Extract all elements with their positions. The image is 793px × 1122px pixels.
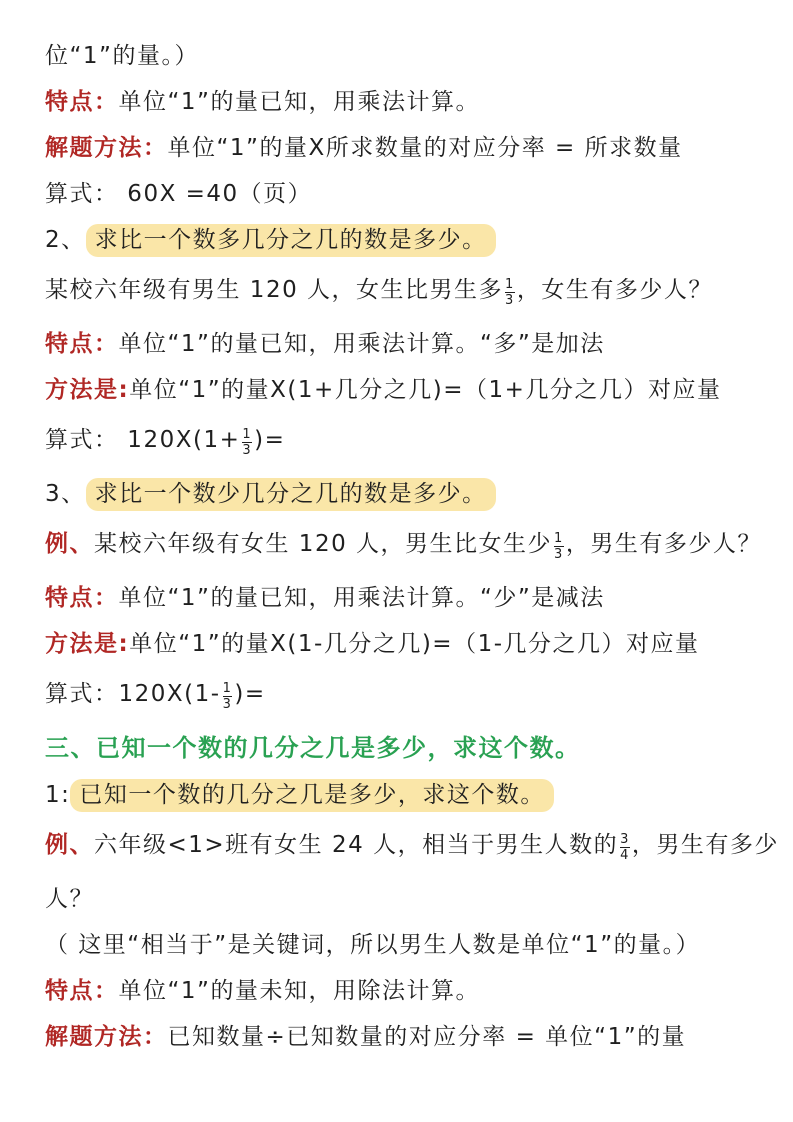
text-run: 单位“1”的量X(1+几分之几)=（1+几分之几）对应量	[129, 377, 722, 403]
fraction-numerator: 1	[222, 680, 233, 696]
fraction	[242, 428, 252, 457]
text-line	[45, 478, 753, 510]
text-line	[45, 374, 753, 406]
fraction	[505, 278, 515, 307]
text-run: 单位“1”的量X(1-几分之几)=（1-几分之几）对应量	[129, 631, 700, 657]
text-run: 已知数量÷已知数量的对应分率 = 单位“1”的量	[167, 1024, 687, 1050]
text-line	[45, 825, 779, 865]
red-label: 特点：	[45, 978, 119, 1004]
text-line	[45, 328, 753, 360]
text-run: ，女生有多少人？	[516, 277, 713, 303]
fraction-denominator: 3	[222, 696, 233, 712]
red-label: 解题方法：	[45, 1024, 168, 1050]
text-run: （ 这里“相当于”是关键词，所以男生人数是单位“1”的量。）	[45, 932, 701, 958]
text-run: )=	[254, 427, 286, 453]
fraction-numerator: 1	[242, 426, 253, 442]
text-run: 单位“1”的量已知，用乘法计算。“少”是减法	[118, 585, 605, 611]
red-label: 例、	[45, 832, 94, 858]
highlighted-text: 已知一个数的几分之几是多少，求这个数。	[70, 779, 554, 812]
red-label: 特点：	[45, 89, 119, 115]
text-run: 某校六年级有女生 120 人，男生比女生少	[94, 531, 553, 557]
text-line	[45, 674, 753, 714]
text-line	[45, 582, 753, 614]
text-line	[45, 1021, 753, 1053]
text-run: 单位“1”的量未知，用除法计算。	[118, 978, 480, 1004]
fraction-numerator: 1	[554, 530, 564, 546]
red-label: 解题方法：	[45, 135, 168, 161]
red-label: 方法是:	[45, 631, 130, 657]
text-line	[45, 929, 753, 961]
red-label: 方法是:	[45, 377, 130, 403]
highlighted-text: 求比一个数多几分之几的数是多少。	[86, 224, 496, 257]
fraction-denominator: 3	[554, 546, 564, 562]
text-run: )=	[234, 681, 266, 707]
text-line	[45, 420, 753, 460]
highlighted-text: 求比一个数少几分之几的数是多少。	[86, 478, 496, 511]
fraction-denominator: 3	[505, 292, 515, 308]
text-line	[45, 224, 753, 256]
text-line	[45, 524, 762, 564]
text-line	[45, 975, 753, 1007]
text-line	[45, 178, 753, 210]
text-run: 某校六年级有男生 120 人，女生比男生多	[45, 277, 504, 303]
red-label: 特点：	[45, 585, 119, 611]
text-run: 单位“1”的量已知，用乘法计算。	[118, 89, 480, 115]
fraction	[620, 833, 630, 862]
document-body	[45, 40, 779, 1053]
text-run: 算式：120X(1-	[45, 681, 221, 707]
text-line	[45, 86, 753, 118]
text-run: 六年级<1>班有女生 24 人，相当于男生人数的	[94, 832, 619, 858]
text-run: 位“1”的量。）	[45, 43, 199, 69]
text-run: 2、	[45, 227, 86, 253]
text-run: 算式： 60X =40（页）	[45, 181, 313, 207]
text-run: ，男生有多少	[631, 832, 779, 858]
text-run: 单位“1”的量X所求数量的对应分率 = 所求数量	[167, 135, 683, 161]
green-heading: 三、已知一个数的几分之几是多少，求这个数。	[45, 734, 581, 762]
text-line	[45, 883, 753, 915]
fraction-numerator: 3	[620, 831, 630, 847]
fraction	[554, 532, 564, 561]
text-run: ，男生有多少人？	[565, 531, 762, 557]
text-run: 算式： 120X(1+	[45, 427, 241, 453]
fraction-numerator: 1	[505, 276, 515, 292]
text-run: 3、	[45, 481, 86, 507]
fraction	[223, 682, 233, 711]
text-line	[45, 270, 753, 310]
text-line	[45, 779, 753, 811]
fraction-denominator: 3	[242, 442, 253, 458]
text-run: 单位“1”的量已知，用乘法计算。“多”是加法	[118, 331, 605, 357]
red-label: 特点：	[45, 331, 119, 357]
text-line	[45, 132, 753, 164]
text-line	[45, 40, 753, 72]
text-run: 1:	[45, 782, 71, 808]
fraction-denominator: 4	[620, 847, 630, 863]
text-line	[45, 628, 753, 660]
text-line	[45, 732, 753, 765]
text-run: 人？	[45, 886, 94, 912]
red-label: 例、	[45, 531, 94, 557]
